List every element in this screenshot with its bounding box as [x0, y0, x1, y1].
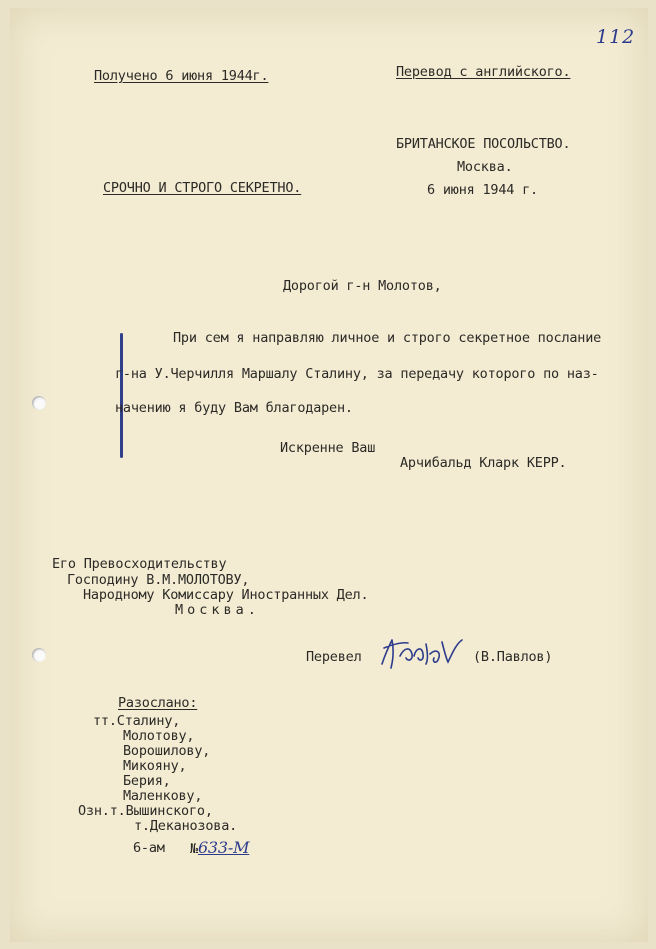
sender-line-3: 6 июня 1944 г.	[427, 182, 538, 198]
received-date: Получено 6 июня 1944г.	[94, 68, 269, 84]
translator-signature	[376, 630, 468, 674]
body-line-1: При сем я направляю личное и строго секретное послание	[173, 330, 602, 346]
page-number: 112	[596, 26, 636, 48]
distribution-recipient: Берия,	[123, 773, 171, 789]
distribution-recipient: Озн.т.Вышинского,	[78, 803, 213, 819]
document-page	[10, 8, 648, 942]
punch-hole-bottom	[32, 648, 46, 662]
copies-count: 6-ам	[133, 840, 165, 856]
punch-hole-top	[32, 396, 46, 410]
translator-label: Перевел	[306, 649, 362, 665]
closing: Искренне Ваш	[280, 440, 376, 456]
margin-mark	[120, 333, 123, 458]
body-line-3: начению я буду Вам благодарен.	[115, 400, 353, 416]
sender-line-1: БРИТАНСКОЕ ПОСОЛЬСТВО.	[396, 136, 571, 152]
addressee-line-1: Его Превосходительству	[52, 556, 227, 572]
addressee-line-4: Москва.	[175, 602, 260, 618]
distribution-recipient: Молотову,	[123, 728, 195, 744]
distribution-recipient: Ворошилову,	[123, 743, 211, 759]
distribution-title: Разослано:	[118, 695, 198, 711]
distribution-recipient: Маленкову,	[123, 788, 203, 804]
body-line-2: г-на У.Черчилля Маршалу Сталину, за передачу которого по наз-	[115, 366, 599, 382]
translation-note: Перевод с английского.	[396, 64, 571, 80]
classification: СРОЧНО И СТРОГО СЕКРЕТНО.	[103, 180, 302, 196]
signatory: Арчибальд Кларк КЕРР.	[400, 455, 567, 471]
addressee-line-2: Господину В.М.МОЛОТОВУ,	[67, 572, 250, 588]
translator-name: (В.Павлов)	[473, 649, 553, 665]
distribution-recipient: тт.Сталину,	[93, 713, 181, 729]
registry-number-value: 633-М	[197, 838, 250, 857]
registry-number-prefix: №	[190, 841, 198, 857]
addressee-line-3: Народному Комиссару Иностранных Дел.	[83, 587, 369, 603]
sender-line-2: Москва.	[457, 159, 513, 175]
salutation: Дорогой г-н Молотов,	[283, 278, 442, 294]
distribution-recipient: т.Деканозова.	[134, 818, 238, 834]
registry-number	[190, 838, 249, 857]
distribution-recipient: Микояну,	[123, 758, 187, 774]
